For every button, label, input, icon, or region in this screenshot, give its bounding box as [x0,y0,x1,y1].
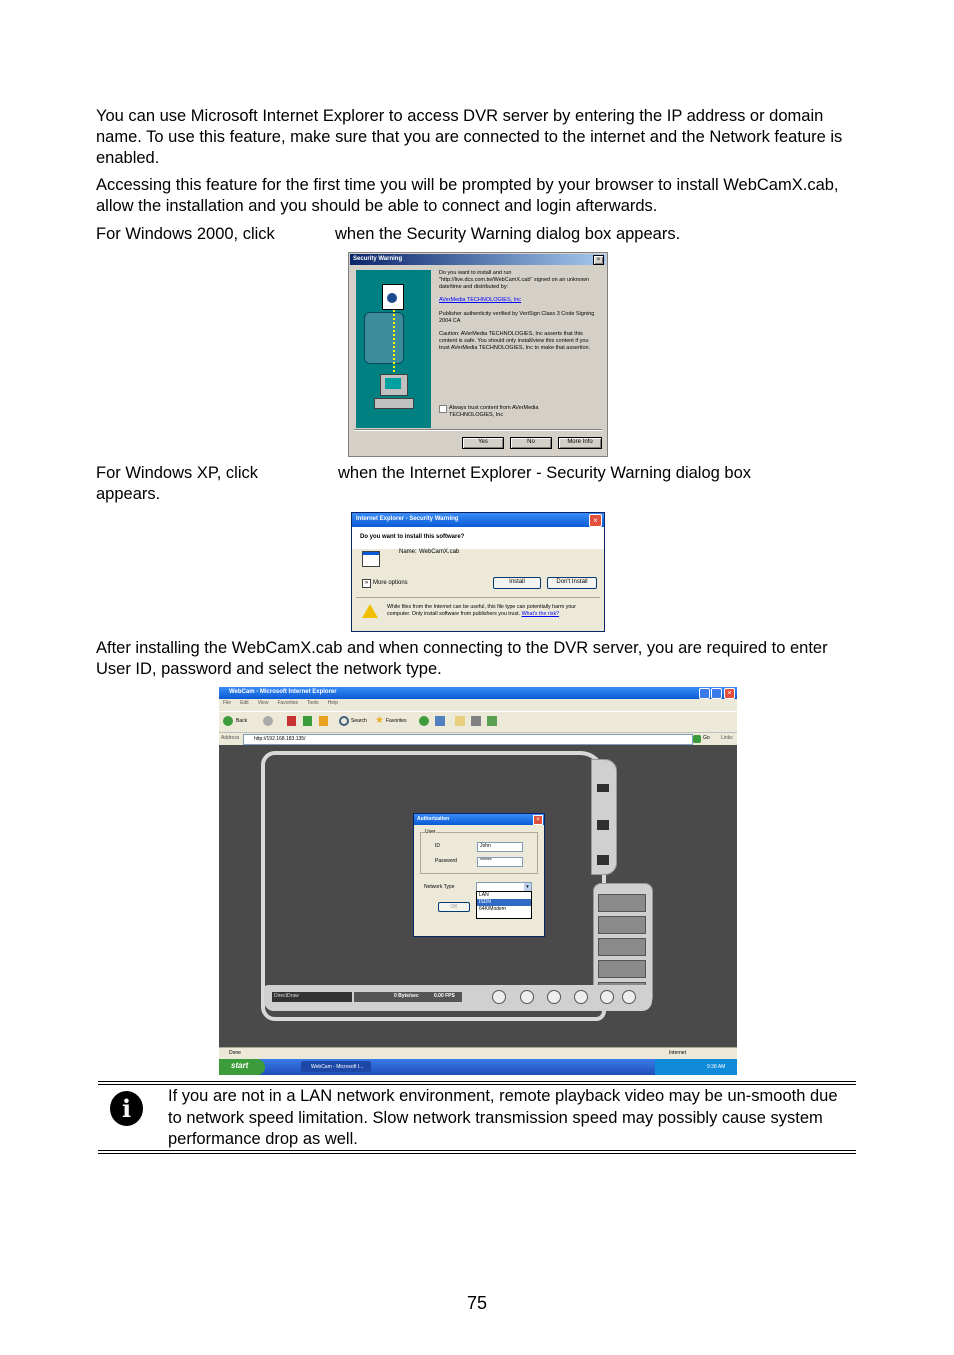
certificate-icon [382,284,404,310]
back-icon[interactable] [223,716,233,726]
menu-view[interactable]: View [257,700,269,706]
home-icon[interactable] [319,716,328,726]
intro-paragraph: You can use Microsoft Internet Explorer to access DVR server by entering the IP address or domain name. To use this feature, make sure that you are connected to the internet and the Network feature is enabled. [96,107,843,167]
rate-box [354,992,462,1002]
status-bar [219,1047,737,1059]
snapshot-icon[interactable] [597,784,609,792]
install-paragraph: Accessing this feature for the first time you will be prompted by your browser to install WebCamX.cab, allow the installation and you should be able to connect and login afterwards. [96,176,839,215]
layout-4-icon[interactable] [520,990,534,1004]
risk-warning [387,604,599,618]
file-icon [362,551,380,567]
layout-16-icon[interactable] [574,990,588,1004]
password-value: ****** [480,858,492,864]
winxp-text-b-line1: when the Internet Explorer - Security Warning dialog box [338,464,752,482]
status-zone: Internet [669,1050,686,1056]
layout-9-icon[interactable] [547,990,561,1004]
fps-readout: 0.00 FPS [434,993,455,999]
bottom-bar [264,985,652,1011]
winxp-security-warning-dialog [351,512,605,632]
dialog-message [439,270,599,352]
menu-file[interactable]: File [223,700,232,706]
tool-icon[interactable] [622,990,636,1004]
taskbar-item[interactable] [301,1061,371,1072]
chevron-down-icon[interactable]: ▾ [524,883,531,891]
authorization-dialog [413,813,545,937]
install-question: Do you want to install and run "http://live.dcs.com.tw/WebCamX.cab" signed on an unknown date/time and distributed by: [439,270,589,290]
win2000-text-a: For Windows 2000, click [96,225,275,243]
maximize-icon[interactable] [711,688,722,699]
toolbar [219,711,737,732]
always-trust-label: Always trust content from AVerMedia TECHNOLOGIES, Inc [449,405,539,418]
directdraw-label: DirectDraw [274,993,299,999]
dialog-title: Security Warning [353,256,403,262]
xp-header-band [352,527,604,549]
menu-bar [223,700,338,709]
auth-title-bar [414,814,544,825]
split-icon[interactable] [597,855,609,865]
note-top-rule-1 [98,1081,856,1082]
win2000-security-warning-dialog [348,252,608,457]
back-label[interactable]: Back [236,718,248,724]
name-label: Name: [399,549,417,555]
computer-icon [380,374,408,396]
search-label[interactable]: Search [351,718,367,724]
whats-the-risk-link[interactable]: What's the risk? [521,611,560,617]
more-info-button[interactable]: More Info [558,437,602,449]
after-install-paragraph: After installing the WebCamX.cab and when connecting to the DVR server, you are required to enter User ID, password and select the network type. [96,639,828,678]
risk-warning-text: While files from the Internet can be useful, this file type can potentially harm your computer. Only install software from publishers you trust. [387,604,577,617]
xp-dialog-title: Internet Explorer - Security Warning [356,516,459,522]
address-label: Address [221,735,240,741]
start-button[interactable] [219,1059,265,1075]
media-icon[interactable] [419,716,429,726]
address-input[interactable] [243,734,693,745]
favorites-label[interactable]: Favorites [386,718,407,724]
connection-line [393,310,396,372]
menu-edit[interactable]: Edit [240,700,249,706]
no-button[interactable]: No [510,437,552,449]
stop-icon[interactable] [287,716,296,726]
info-icon: i [110,1091,143,1126]
system-tray [655,1059,737,1075]
links-label[interactable]: Links [721,735,733,741]
note-top-rule-2 [98,1084,856,1085]
dont-install-button[interactable]: Don't Install [547,577,597,589]
start-label: start [231,1061,249,1070]
iris-button[interactable] [598,960,646,978]
go-label[interactable]: Go [703,735,710,741]
taskbar-item-label: WebCam - Microsoft I... [311,1064,364,1070]
directdraw-box [272,992,352,1002]
close-icon[interactable]: × [593,255,604,265]
page-number: 75 [466,1293,488,1313]
more-options-expander[interactable]: » [362,579,371,588]
favorites-icon[interactable]: ★ [375,715,384,726]
zoom-button[interactable] [598,938,646,956]
address-value: http://192.168.183.135/ [254,736,306,742]
status-done: Done [229,1050,241,1056]
ptz-button[interactable] [598,894,646,912]
close-icon[interactable]: × [533,815,543,825]
always-trust-checkbox[interactable] [439,405,447,413]
install-button[interactable]: Install [493,577,541,589]
user-group-label: User [425,829,436,835]
win2000-text-b: when the Security Warning dialog box appears. [335,225,681,243]
id-label: ID [435,843,440,849]
warning-shield-icon [362,604,378,618]
close-icon[interactable]: × [589,514,602,527]
taskbar [219,1059,737,1075]
note-text: If you are not in a LAN network environment, remote playback video may be un-smooth due to network speed limitation. Slow network transmission speed may possibly cause system performance drop as well. [168,1087,838,1148]
winxp-instruction [96,463,866,505]
network-type-options [476,891,532,919]
id-input[interactable] [477,842,523,852]
search-icon[interactable] [339,716,349,726]
browser-title-bar [219,687,737,699]
history-icon[interactable] [435,716,445,726]
dvr-viewer [219,745,737,1047]
note-bottom-rule-2 [98,1153,856,1154]
network-type-label: Network Type [424,884,455,890]
auth-title: Authorization [417,816,450,822]
option-modem[interactable]: 64K/Modem [479,906,506,912]
password-input[interactable] [477,857,523,867]
dialog-title-bar [350,254,606,265]
security-illustration [356,270,431,428]
menu-favorites[interactable]: Favorites [277,700,298,706]
winxp-text-b-line2: appears. [96,485,161,503]
note-bottom-rule-1 [98,1150,856,1151]
byte-rate: 0 Byte/sec [394,993,419,999]
messenger-icon[interactable] [487,716,497,726]
ok-button[interactable]: OK [438,902,470,912]
xp-title-bar [352,513,604,527]
dialog-divider [354,429,602,431]
caution-text: Caution: AVerMedia TECHNOLOGIES, Inc asserts that this content is safe. You should only install/view this content if you trust AVerMedia TECHNOLOGIES, Inc to make that assertion. [439,331,591,351]
name-value: WebCamX.cab [419,549,460,555]
refresh-icon[interactable] [303,716,312,726]
id-value: John [480,843,491,849]
focus-button[interactable] [598,916,646,934]
user-group [420,829,538,874]
clock: 9:38 AM [707,1064,726,1070]
more-options-label[interactable]: More options [373,580,408,586]
menu-tools[interactable]: Tools [307,700,319,706]
go-icon[interactable] [693,735,701,743]
xp-divider [356,597,600,598]
audio-icon[interactable] [600,990,614,1004]
winxp-text-a: For Windows XP, click [96,464,258,482]
publisher-link[interactable]: AVerMedia TECHNOLOGIES, Inc [439,297,522,303]
browser-title: WebCam - Microsoft Internet Explorer [229,689,337,695]
browser-window [219,687,737,1075]
close-icon[interactable]: × [724,688,735,699]
keyboard-icon [374,398,414,409]
shield-icon [364,312,404,364]
password-label: Password [435,858,457,864]
option-isdn[interactable]: ISDN [477,899,531,906]
forward-icon[interactable] [263,716,273,726]
authenticity-text: Publisher authenticity verified by VeriSign Class 3 Code Signing 2004 CA [439,311,595,324]
menu-help[interactable]: Help [327,700,338,706]
minimize-icon[interactable] [699,688,710,699]
side-panel-top [591,759,617,875]
address-bar [219,732,737,745]
fullscreen-icon[interactable] [597,820,609,830]
yes-button[interactable]: Yes [462,437,504,449]
print-icon[interactable] [471,716,481,726]
install-question: Do you want to install this software? [360,534,465,540]
mail-icon[interactable] [455,716,465,726]
win2000-instruction [96,224,866,245]
option-lan[interactable]: LAN [479,892,489,898]
layout-1-icon[interactable] [492,990,506,1004]
